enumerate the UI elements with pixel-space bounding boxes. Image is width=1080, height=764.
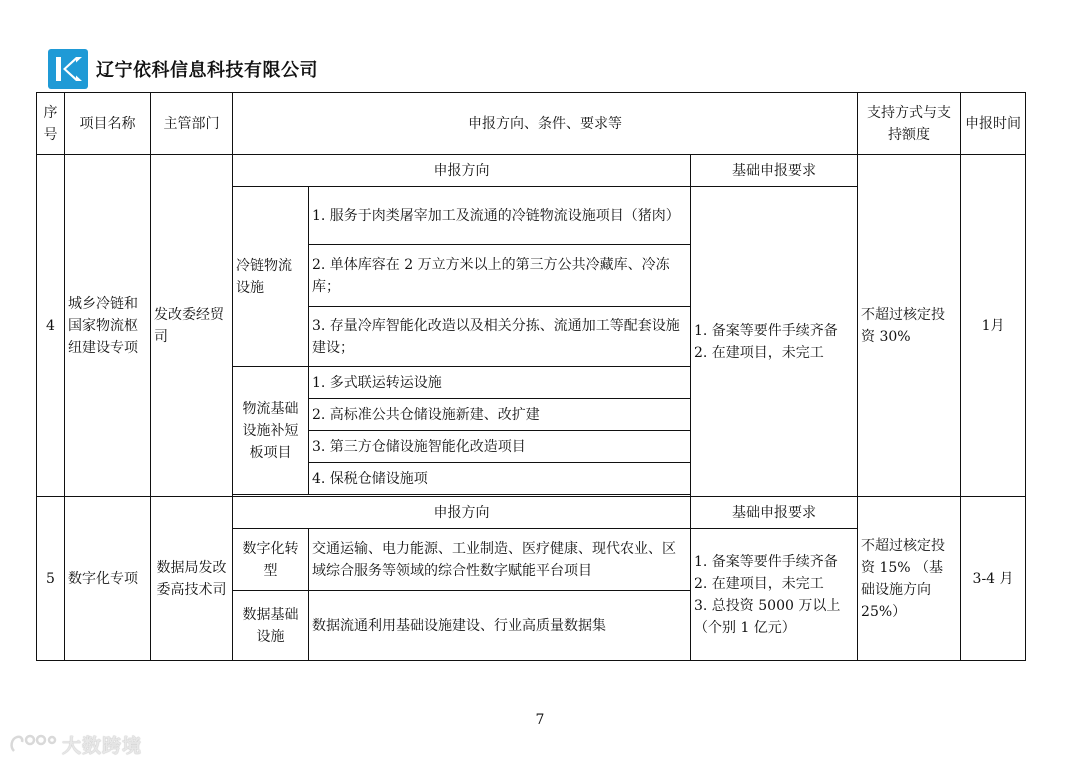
row4-requirement-subheader: 基础申报要求 [691,155,858,187]
row4-direction-subheader: 申报方向 [233,155,691,187]
row5-support: 不超过核定投资 15% （基础设施方向 25%） [858,497,961,661]
row5-cat-digital: 数字化转型 [233,529,309,591]
row5-req-1: 1. 备案等要件手续齐备 [694,553,838,570]
row4-log-item-2: 2. 高标准公共仓储设施新建、改扩建 [309,399,691,431]
watermark-logo-icon [8,731,58,757]
row4-cat-logistics: 物流基础设施补短板项目 [233,367,309,495]
row4-log-item-4: 4. 保税仓储设施项 [309,463,691,495]
project-table [36,92,1026,661]
row5-dept: 数据局发改委高技术司 [151,497,233,661]
row4-req-1: 1. 备案等要件手续齐备 [694,322,838,339]
row4-req-2: 2. 在建项目，未完工 [694,344,824,361]
row5-time: 3-4 月 [961,497,1026,661]
row4-cold-item-1: 1. 服务于肉类屠宰加工及流通的冷链物流设施项目（猪肉） [309,187,691,245]
row5-cat-data-infra: 数据基础设施 [233,591,309,661]
watermark [8,730,142,758]
row4-cat-cold-chain: 冷链物流设施 [233,187,309,367]
header-dept: 主管部门 [151,93,233,155]
row5-digital-text: 交通运输、电力能源、工业制造、医疗健康、现代农业、区域综合服务等领域的综合性数字赋能平台项目 [309,529,691,591]
watermark-text: 大数跨境 [62,734,143,757]
row4-project: 城乡冷链和国家物流枢纽建设专项 [65,155,151,497]
row4-log-item-1: 1. 多式联运转运设施 [309,367,691,399]
row4-dept: 发改委经贸司 [151,155,233,497]
table-row [37,155,1026,187]
table-header-row [37,93,1026,155]
company-name: 辽宁依科信息科技有限公司 [96,60,318,81]
row4-requirements [691,187,858,497]
row5-req-2: 2. 在建项目，未完工 [694,575,824,592]
header-project: 项目名称 [65,93,151,155]
header-seq: 序号 [37,93,65,155]
row4-seq: 4 [37,155,65,497]
page-number: 7 [535,712,545,728]
row5-data-infra-text: 数据流通利用基础设施建设、行业高质量数据集 [309,591,691,661]
row5-project: 数字化专项 [65,497,151,661]
company-header [48,50,318,88]
header-time: 申报时间 [961,93,1026,155]
row4-support: 不超过核定投资 30% [858,155,961,497]
row4-cold-item-3: 3. 存量冷库智能化改造以及相关分拣、流通加工等配套设施建设； [309,307,691,367]
row5-requirement-subheader: 基础申报要求 [691,497,858,529]
company-logo [48,49,88,89]
row5-requirements [691,529,858,661]
row5-direction-subheader: 申报方向 [233,497,691,529]
row5-req-3: 3. 总投资 5000 万以上（个别 1 亿元） [694,597,841,636]
row5-seq: 5 [37,497,65,661]
header-support: 支持方式与支持额度 [858,93,961,155]
row4-log-item-3: 3. 第三方仓储设施智能化改造项目 [309,431,691,463]
row4-time: 1月 [961,155,1026,497]
table-row [37,497,1026,529]
header-direction: 申报方向、条件、要求等 [233,93,858,155]
row4-cold-item-2: 2. 单体库容在 2 万立方米以上的第三方公共冷藏库、冷冻库； [309,245,691,307]
